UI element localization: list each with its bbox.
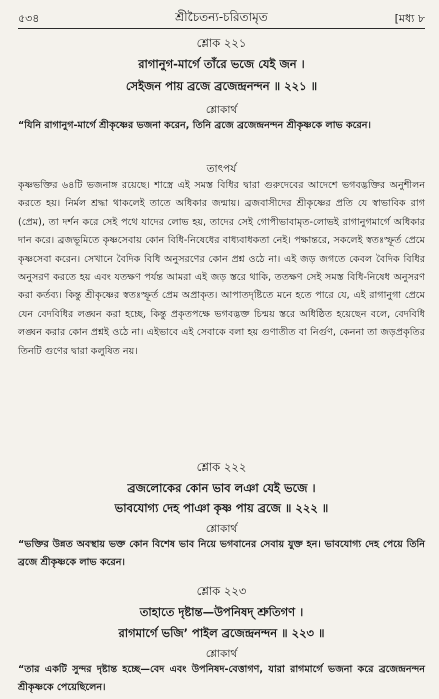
translation-label-222: শ্লোকার্থ	[205, 523, 238, 535]
verse-line-221-1: রাগানুগ-মার্গে তাঁরে ভজে যেই জন ।	[138, 57, 305, 71]
verse-heading-222: শ্লোক ২২২	[196, 460, 247, 474]
page-number: ৫৩৪	[18, 12, 40, 25]
verse-heading-221: শ্লোক ২২১	[196, 36, 247, 50]
verse-line-222-2: ভাবযোগ্য দেহ পাঞা কৃষ্ণ পায় ব্রজে ॥ ২২২ ॥	[114, 501, 329, 515]
page-header	[18, 8, 425, 29]
purport-label-221: তাৎপর্য	[206, 163, 237, 175]
section-marker: [মধ্য ৮	[394, 12, 425, 25]
purport-221: কৃষ্ণভক্তির ৬৪টি ভজনাঙ্গ রয়েছে। শাস্ত্রে এই সমস্ত বিধির দ্বারা গুরুদেবের আদেশে ভগবদ্ভক্তির অনুশীলন করতে হয়। নির্মল শ্রদ্ধা থাকলেই তাতে অধিকার জন্মায়। ব্রজবাসীদের শ্রীকৃষ্ণের প্রতি যে স্বাভাবিক রাগ (প্রেম), তা দর্শন করে সেই পথে যাদের লোভ হয়, তাদের সেই গোপীভাবামৃত-লোভই রাগানুগমার্গে অধিকার দান করে। ব্রজভূমিতে কৃষ্ণসেবায় কোন বিধি-নিষেধের বাধ্যবাধকতা নেই। পক্ষান্তরে, সকলেই স্বতঃস্ফূর্ত প্রেমে কৃষ্ণসেবা করেন। সেখানে বৈদিক বিধি অনুসরণের কোন প্রশ্ন ওঠে না। এই জড় জগতে কেবল বৈদিক বিধির অনুসরণ করতে হয় এবং যতক্ষণ পর্যন্ত আমরা এই জড় স্তরে থাকি, ততক্ষণ সেই সমস্ত বিধি-নিষেধ অনুসরণ করা কর্তব্য। কিন্তু শ্রীকৃষ্ণের স্বতঃস্ফূর্ত প্রেম অপ্রাকৃত। আপাতদৃষ্টিতে মনে হতে পারে যে, এই রাগানুগা প্রেমে যেন বেদবিধির লঙ্ঘন করা হচ্ছে, কিন্তু প্রকৃতপক্ষে ভগবদ্ভক্ত চিন্ময় স্তরে অধিষ্ঠিত হয়েছেন বলে, বেদবিধি লঙ্ঘন করার কোন প্রশ্নই ওঠে না। এইভাবে এই সেবাকে বলা হয় গুণাতীত বা নির্গুণ, কেননা তা জড়প্রকৃতির তিনটি গুণের দ্বারা কলুষিত নয়।	[18, 180, 425, 357]
verse-line-222-1: ব্রজলোকের কোন ভাব লঞা যেই ভজে ।	[127, 481, 316, 495]
verse-line-223-2: রাগমার্গে ভজি’ পাইল ব্রজেন্দ্রনন্দন ॥ ২২৩ ॥	[118, 626, 325, 640]
translation-222: “ভক্তির উন্নত অবস্থায় ভক্ত কোন বিশেষ ভাব নিয়ে ভগবানের সেবায় যুক্ত হন। ভাবযোগ্য দেহ পেয়ে তিনি ব্রজে শ্রীকৃষ্ণকে লাভ করেন।	[18, 539, 425, 569]
verse-line-223-1: তাহাতে দৃষ্টান্ত—উপনিষদ্ শ্রুতিগণ ।	[139, 605, 304, 619]
verse-line-221-2: সেইজন পায় ব্রজে ব্রজেন্দ্রনন্দন ॥ ২২১ ॥	[125, 79, 318, 93]
translation-223: “তার একটি সুন্দর দৃষ্টান্ত হচ্ছে—বেদ এবং উপনিষদ-বেত্তাগণ, যারা রাগমার্গে ভজনা করে ব্রজেন্দ্রনন্দন শ্রীকৃষ্ণকে পেয়েছিলেন।	[18, 664, 425, 694]
translation-label-223: শ্লোকার্থ	[205, 648, 238, 660]
translation-221: “যিনি রাগানুগ-মার্গে শ্রীকৃষ্ণের ভজনা করেন, তিনি ব্রজে ব্রজেন্দ্রনন্দন শ্রীকৃষ্ণকে লাভ করেন।	[18, 120, 371, 131]
running-title: শ্রীচৈতন্য-চরিতামৃত	[175, 10, 268, 24]
translation-label-221: শ্লোকার্থ	[205, 104, 238, 116]
verse-heading-223: শ্লোক ২২৩	[196, 584, 247, 598]
